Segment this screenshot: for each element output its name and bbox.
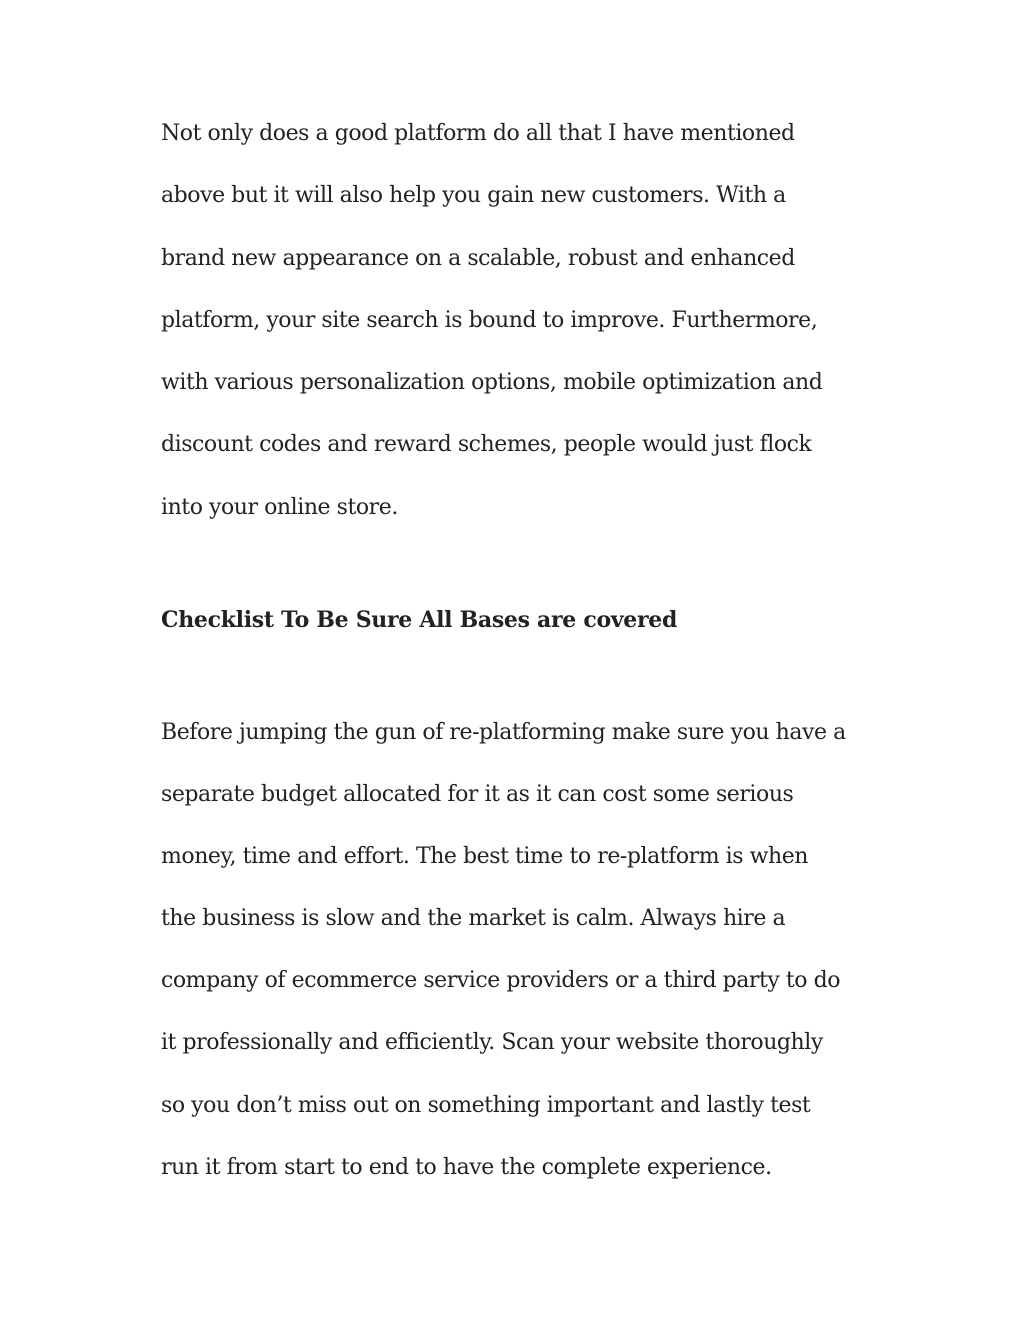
paragraph-line: money, time and effort. The best time to re-platform is when (161, 844, 809, 869)
paragraph-line: platform, your site search is bound to improve. Furthermore, (161, 308, 818, 333)
paragraph-line: company of ecommerce service providers or a third party to do (161, 968, 841, 993)
paragraph-line: run it from start to end to have the complete experience. (161, 1155, 772, 1180)
paragraph-line: discount codes and reward schemes, people would just flock (161, 432, 812, 457)
section-heading: Checklist To Be Sure All Bases are covered (161, 607, 678, 633)
paragraph-line: with various personalization options, mobile optimization and (161, 370, 823, 395)
paragraph-line: separate budget allocated for it as it can cost some serious (161, 782, 794, 807)
paragraph-line: so you don’t miss out on something important and lastly test (161, 1093, 811, 1118)
paragraph-line: above but it will also help you gain new customers. With a (161, 183, 786, 208)
paragraph-line: Not only does a good platform do all that I have mentioned (161, 121, 795, 146)
paragraph-line: into your online store. (161, 495, 398, 520)
paragraph-line: brand new appearance on a scalable, robust and enhanced (161, 246, 795, 271)
paragraph-line: Before jumping the gun of re-platforming make sure you have a (161, 720, 846, 745)
paragraph-line: it professionally and efficiently. Scan your website thoroughly (161, 1030, 823, 1055)
paragraph-line: the business is slow and the market is calm. Always hire a (161, 906, 786, 931)
